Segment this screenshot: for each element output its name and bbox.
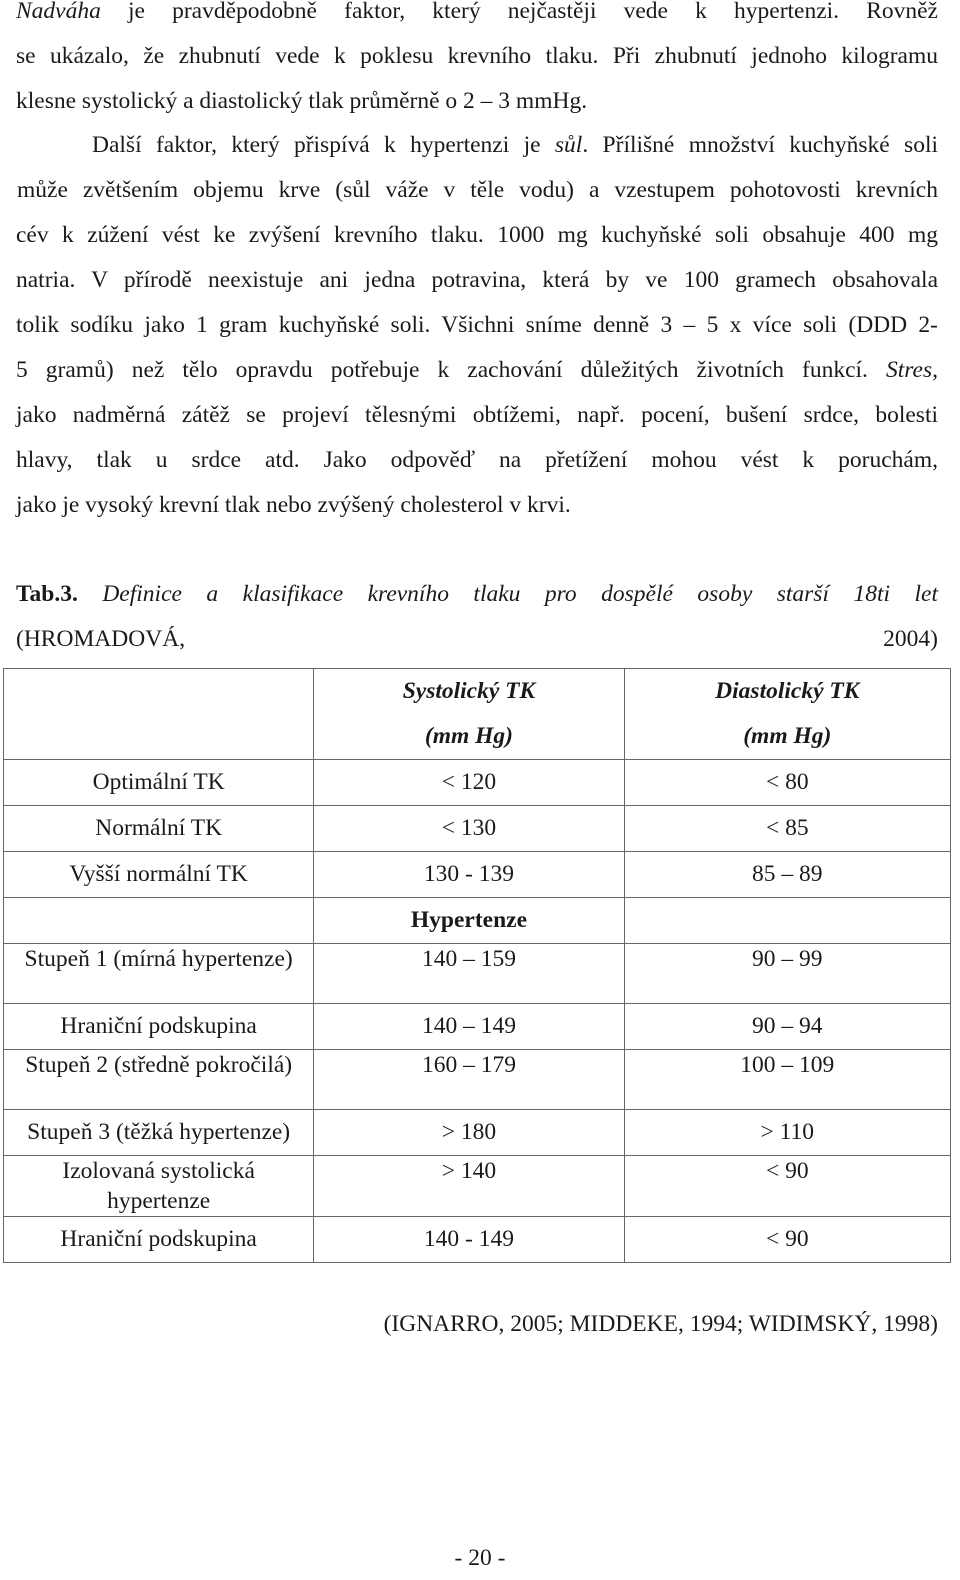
paragraph-overweight <box>16 0 938 124</box>
text-run: je pravděpodobně faktor, který nejčastěji vede k hypertenzi. Rovněž <box>100 0 938 24</box>
paragraph-salt-stress <box>16 123 938 528</box>
blood-pressure-table <box>3 668 951 1263</box>
italic-term: sůl <box>554 132 583 158</box>
text-line: cév k zúžení vést ke zvýšení krevního tlaku. 1000 mg kuchyňské soli obsahuje 400 mg <box>16 222 938 248</box>
row-label: Izolovaná systolická hypertenze <box>4 1156 314 1217</box>
text-line: natria. V přírodě neexistuje ani jedna potravina, která by ve 100 gramech obsahovala <box>16 267 938 293</box>
header-text: Diastolický TK <box>715 678 860 704</box>
row-label: Stupeň 1 (mírná hypertenze) <box>4 944 314 1004</box>
row-label: Stupeň 3 (těžká hypertenze) <box>4 1110 314 1156</box>
caption-label: Tab.3. <box>16 581 78 607</box>
table-row <box>4 944 951 1004</box>
diastolic-value: 90 – 99 <box>624 944 950 1004</box>
section-empty-cell <box>4 898 314 944</box>
italic-term: Nadváha <box>16 0 101 24</box>
caption-title: Definice a klasifikace krevního tlaku pro dospělé osoby starší 18ti let <box>102 581 938 607</box>
row-label: Normální TK <box>4 806 314 852</box>
header-empty-cell <box>4 669 314 760</box>
text-line <box>16 0 938 34</box>
table-row <box>4 760 951 806</box>
text-run: 5 gramů) než tělo opravdu potřebuje k zachování důležitých životních funkcí. <box>16 357 868 383</box>
section-title <box>314 898 624 944</box>
systolic-value: 140 – 149 <box>314 1004 624 1050</box>
caption-source: (HROMADOVÁ, 2004) <box>16 626 938 652</box>
systolic-value: 160 – 179 <box>314 1050 624 1110</box>
table-row <box>4 852 951 898</box>
caption-line <box>16 572 938 617</box>
systolic-value: > 180 <box>314 1110 624 1156</box>
section-title-text: Hypertenze <box>410 907 528 933</box>
text-line: se ukázalo, že zhubnutí vede k poklesu krevního tlaku. Při zhubnutí jednoho kilogramu <box>16 43 938 69</box>
row-label: Vyšší normální TK <box>4 852 314 898</box>
diastolic-value: > 110 <box>624 1110 950 1156</box>
text-line: hlavy, tlak u srdce atd. Jako odpověď na přetížení mohou vést k poruchám, <box>16 447 938 473</box>
row-label: Optimální TK <box>4 760 314 806</box>
systolic-value: 140 - 149 <box>314 1217 624 1263</box>
section-empty-cell <box>624 898 950 944</box>
table-section-row <box>4 898 951 944</box>
text-line: jako nadměrná zátěž se projeví tělesnými obtížemi, např. pocení, bušení srdce, bolesti <box>16 402 938 428</box>
table-row <box>4 1050 951 1110</box>
table-row <box>4 1217 951 1263</box>
diastolic-value: < 80 <box>624 760 950 806</box>
table-row <box>4 1156 951 1217</box>
header-unit: (mm Hg) <box>424 723 513 749</box>
text-run: Další faktor, který přispívá k hypertenzi je <box>92 132 555 158</box>
row-label: Hraniční podskupina <box>4 1004 314 1050</box>
row-label: Stupeň 2 (středně pokročilá) <box>4 1050 314 1110</box>
table-row <box>4 1110 951 1156</box>
diastolic-value: 90 – 94 <box>624 1004 950 1050</box>
header-diastolic <box>624 669 950 760</box>
text-line: jako je vysoký krevní tlak nebo zvýšený cholesterol v krvi. <box>16 492 571 518</box>
systolic-value: < 130 <box>314 806 624 852</box>
text-line: klesne systolický a diastolický tlak průměrně o 2 – 3 mmHg. <box>16 88 588 114</box>
header-unit: (mm Hg) <box>743 723 832 749</box>
diastolic-value: < 90 <box>624 1156 950 1217</box>
text-line <box>16 123 938 168</box>
diastolic-value: 100 – 109 <box>624 1050 950 1110</box>
table-caption <box>16 572 938 662</box>
page-number: - 20 - <box>454 1545 506 1571</box>
references: (IGNARRO, 2005; MIDDEKE, 1994; WIDIMSKÝ, 1998) <box>383 1311 938 1337</box>
systolic-value: 140 – 159 <box>314 944 624 1004</box>
header-systolic <box>314 669 624 760</box>
text-line: může zvětšením objemu krve (sůl váže v těle vodu) a vzestupem pohotovosti krevních <box>17 177 938 203</box>
table-header-row <box>4 669 951 760</box>
systolic-value: > 140 <box>314 1156 624 1217</box>
diastolic-value: 85 – 89 <box>624 852 950 898</box>
italic-term: Stres, <box>886 357 939 383</box>
row-label: Hraniční podskupina <box>4 1217 314 1263</box>
diastolic-value: < 90 <box>624 1217 950 1263</box>
text-line: tolik sodíku jako 1 gram kuchyňské soli. Všichni sníme denně 3 – 5 x více soli (DDD 2- <box>16 312 938 338</box>
systolic-value: < 120 <box>314 760 624 806</box>
text-line <box>16 348 938 393</box>
table-row <box>4 1004 951 1050</box>
table-row <box>4 806 951 852</box>
header-text: Systolický TK <box>402 678 536 704</box>
systolic-value: 130 - 139 <box>314 852 624 898</box>
text-run: . Přílišné množství kuchyňské soli <box>582 132 939 158</box>
diastolic-value: < 85 <box>624 806 950 852</box>
